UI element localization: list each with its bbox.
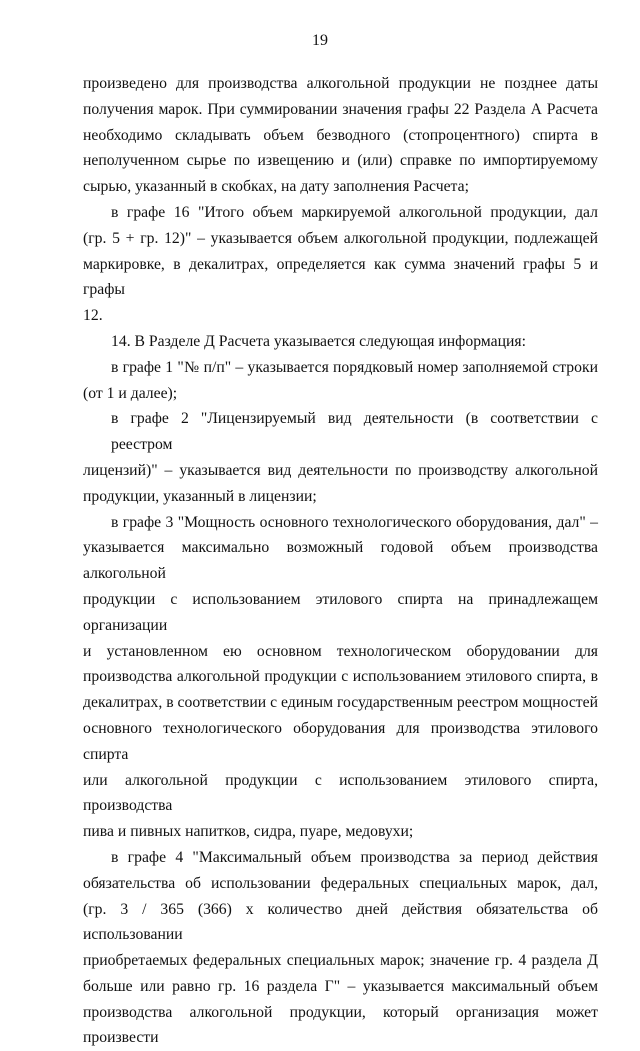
paragraph [83, 71, 598, 200]
paragraph [83, 845, 598, 1051]
text-line: в графе 3 "Мощность основного технологического оборудования, дал" – [111, 513, 598, 531]
paragraph [83, 406, 598, 509]
text-line: производства алкогольной продукции, который организация может произвести [83, 1003, 598, 1047]
text-line: 12. [83, 307, 103, 325]
text-line: декалитрах, в соответствии с единым государственным реестром мощностей [83, 694, 598, 712]
text-line: получения марок. При суммировании значения графы 22 Раздела А Расчета [83, 100, 598, 118]
text-line: в графе 4 "Максимальный объем производства за период действия [111, 848, 598, 866]
text-line: больше или равно гр. 16 раздела Г" – указывается максимальный объем [83, 977, 598, 995]
text-line: пива и пивных напитков, сидра, пуаре, медовухи; [83, 823, 414, 841]
text-line: приобретаемых федеральных специальных марок; значение гр. 4 раздела Д [83, 952, 598, 970]
text-line: производства алкогольной продукции с использованием этилового спирта, в [83, 668, 598, 686]
text-line: маркировке, в декалитрах, определяется как сумма значений графы 5 и графы [83, 255, 598, 299]
text-line: в графе 1 "№ п/п" – указывается порядковый номер заполняемой строки [111, 358, 598, 376]
text-line: продукции, указанный в лицензии; [83, 487, 317, 505]
page-number: 19 [312, 32, 328, 49]
paragraph [83, 329, 598, 355]
text-line: и установленном ею основном технологическом оборудовании для [83, 642, 598, 660]
text-line: сырью, указанный в скобках, на дату заполнения Расчета; [83, 178, 469, 196]
text-line: продукции с использованием этилового спирта на принадлежащем организации [83, 590, 598, 634]
text-line: обязательства об использовании федеральных специальных марок, дал, [83, 874, 598, 892]
text-line: в графе 2 "Лицензируемый вид деятельности (в соответствии с реестром [111, 410, 598, 454]
text-line: произведено для производства алкогольной продукции не позднее даты [83, 75, 598, 92]
paragraph [83, 510, 598, 845]
text-line: или алкогольной продукции с использованием этилового спирта, производства [83, 771, 598, 815]
text-line: указывается максимально возможный годовой объем производства алкогольной [83, 539, 598, 583]
document-body [83, 71, 598, 1051]
text-line: в графе 16 "Итого объем маркируемой алкогольной продукции, дал [111, 203, 598, 221]
text-line: основного технологического оборудования для производства этилового спирта [83, 719, 598, 763]
text-line: лицензий)" – указывается вид деятельности по производству алкогольной [83, 461, 598, 479]
paragraph [83, 200, 598, 329]
text-line: (гр. 3 / 365 (366) х количество дней действия обязательства об использовании [83, 900, 598, 944]
text-line: необходимо складывать объем безводного (стопроцентного) спирта в [83, 126, 598, 144]
text-line: (гр. 5 + гр. 12)" – указывается объем алкогольной продукции, подлежащей [83, 229, 598, 247]
text-line: 14. В Разделе Д Расчета указывается следующая информация: [111, 332, 526, 350]
paragraph [83, 355, 598, 407]
text-line: неполученном сырье по извещению и (или) справке по импортируемому [83, 152, 598, 170]
text-line: (от 1 и далее); [83, 384, 178, 402]
